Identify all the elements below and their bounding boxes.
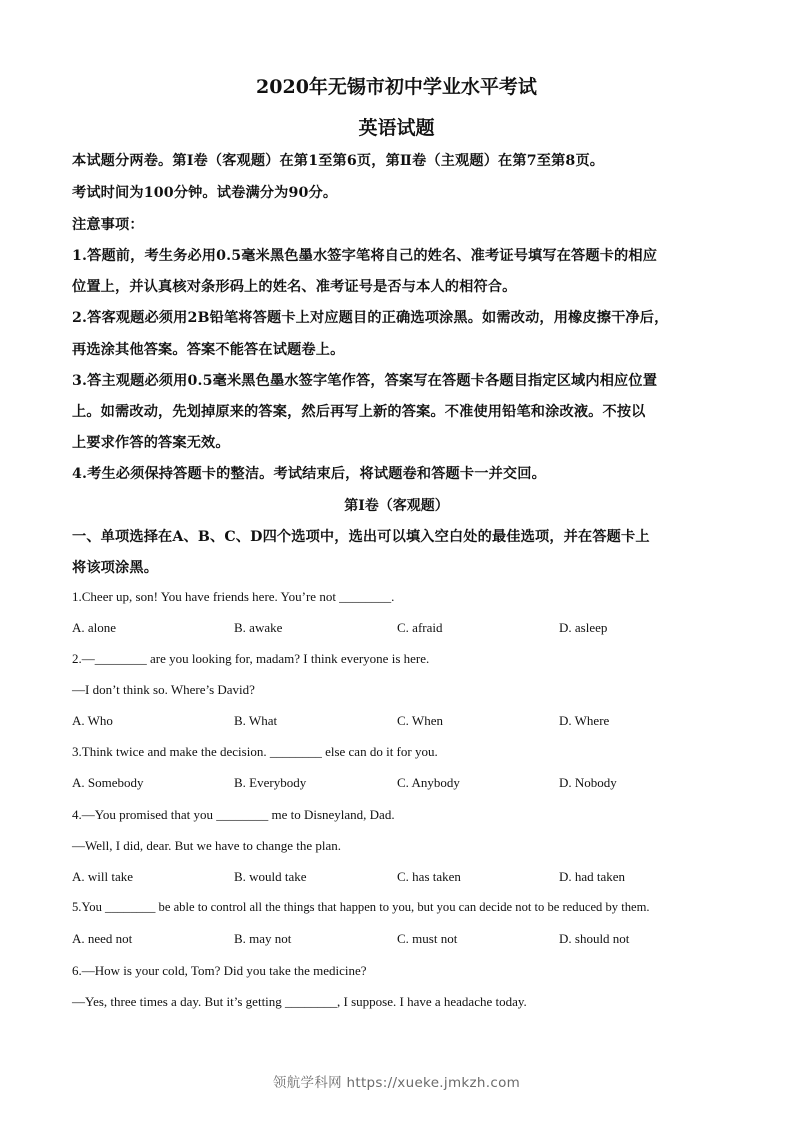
question-5-option-d: D. should not xyxy=(559,931,630,946)
question-5-stem: 5.You ________ be able to control all the things that happen to you, but you can decide not to be reduced by them. xyxy=(72,900,650,914)
question-2-option-b: B. What xyxy=(234,713,278,728)
notes-heading: 注意事项： xyxy=(72,217,144,233)
question-4-option-b: B. would take xyxy=(234,869,307,884)
note-line: 上。如需改动，先划掉原来的答案，然后再写上新的答案。不准使用铅笔和涂改液。不按以 xyxy=(72,404,646,420)
note-line: 2.答客观题必须用2B铅笔将答题卡上对应题目的正确选项涂黑。如需改动，用橡皮擦干净后， xyxy=(72,310,669,326)
section-title: 第Ⅰ卷（客观题） xyxy=(344,498,449,514)
question-4-stem-line-2: —Well, I did, dear. But we have to change the plan. xyxy=(72,838,341,853)
section-instruction: 一、单项选择在A、B、C、D四个选项中，选出可以填入空白处的最佳选项，并在答题卡上 xyxy=(72,529,650,545)
exam-title: 2020年无锡市初中学业水平考试 xyxy=(256,76,537,98)
question-3-option-a: A. Somebody xyxy=(72,775,144,790)
note-line: 上要求作答的答案无效。 xyxy=(72,435,230,451)
intro-line: 考试时间为100分钟。试卷满分为90分。 xyxy=(72,185,338,201)
question-1-option-b: B. awake xyxy=(234,620,283,635)
question-1-stem: 1.Cheer up, son! You have friends here. You’re not ________. xyxy=(72,589,395,604)
question-2-option-d: D. Where xyxy=(559,713,610,728)
question-1-option-d: D. asleep xyxy=(559,620,608,635)
question-5-option-b: B. may not xyxy=(234,931,292,946)
question-4-option-d: D. had taken xyxy=(559,869,626,884)
question-5-option-c: C. must not xyxy=(397,931,458,946)
question-1-option-a: A. alone xyxy=(72,620,117,635)
question-4-option-a: A. will take xyxy=(72,869,134,884)
question-2-option-a: A. Who xyxy=(72,713,113,728)
question-6-stem: 6.—How is your cold, Tom? Did you take the medicine? xyxy=(72,963,367,978)
question-4-stem: 4.—You promised that you ________ me to Disneyland, Dad. xyxy=(72,807,395,822)
question-2-option-c: C. When xyxy=(397,713,443,728)
question-6-stem-line-2: —Yes, three times a day. But it’s getting ________, I suppose. I have a headache today. xyxy=(72,994,527,1009)
note-line: 再选涂其他答案。答案不能答在试题卷上。 xyxy=(72,342,345,358)
question-2-stem: 2.—________ are you looking for, madam? I think everyone is here. xyxy=(72,651,430,666)
question-1-option-c: C. afraid xyxy=(397,620,443,635)
question-3-option-c: C. Anybody xyxy=(397,775,460,790)
question-3-option-d: D. Nobody xyxy=(559,775,617,790)
section-instruction: 将该项涂黑。 xyxy=(72,560,159,576)
footer-watermark: 领航学科网 https://xueke.jmkzh.com xyxy=(272,1075,521,1091)
note-line: 3.答主观题必须用0.5毫米黑色墨水签字笔作答，答案写在答题卡各题目指定区域内相应位置 xyxy=(72,373,658,389)
note-line: 4.考生必须保持答题卡的整洁。考试结束后，将试题卷和答题卡一并交回。 xyxy=(72,466,546,482)
question-3-stem: 3.Think twice and make the decision. ________ else can do it for you. xyxy=(72,744,438,759)
subject-title: 英语试题 xyxy=(358,117,435,139)
question-2-stem-line-2: —I don’t think so. Where’s David? xyxy=(72,682,255,697)
intro-line: 本试题分两卷。第Ⅰ卷（客观题）在第1至第6页，第Ⅱ卷（主观题）在第7至第8页。 xyxy=(72,153,605,169)
note-line: 1.答题前，考生务必用0.5毫米黑色墨水签字笔将自己的姓名、准考证号填写在答题卡的相应 xyxy=(72,248,658,264)
question-5-option-a: A. need not xyxy=(72,931,133,946)
question-4-option-c: C. has taken xyxy=(397,869,461,884)
question-3-option-b: B. Everybody xyxy=(234,775,307,790)
note-line: 位置上，并认真核对条形码上的姓名、准考证号是否与本人的相符合。 xyxy=(72,279,517,295)
